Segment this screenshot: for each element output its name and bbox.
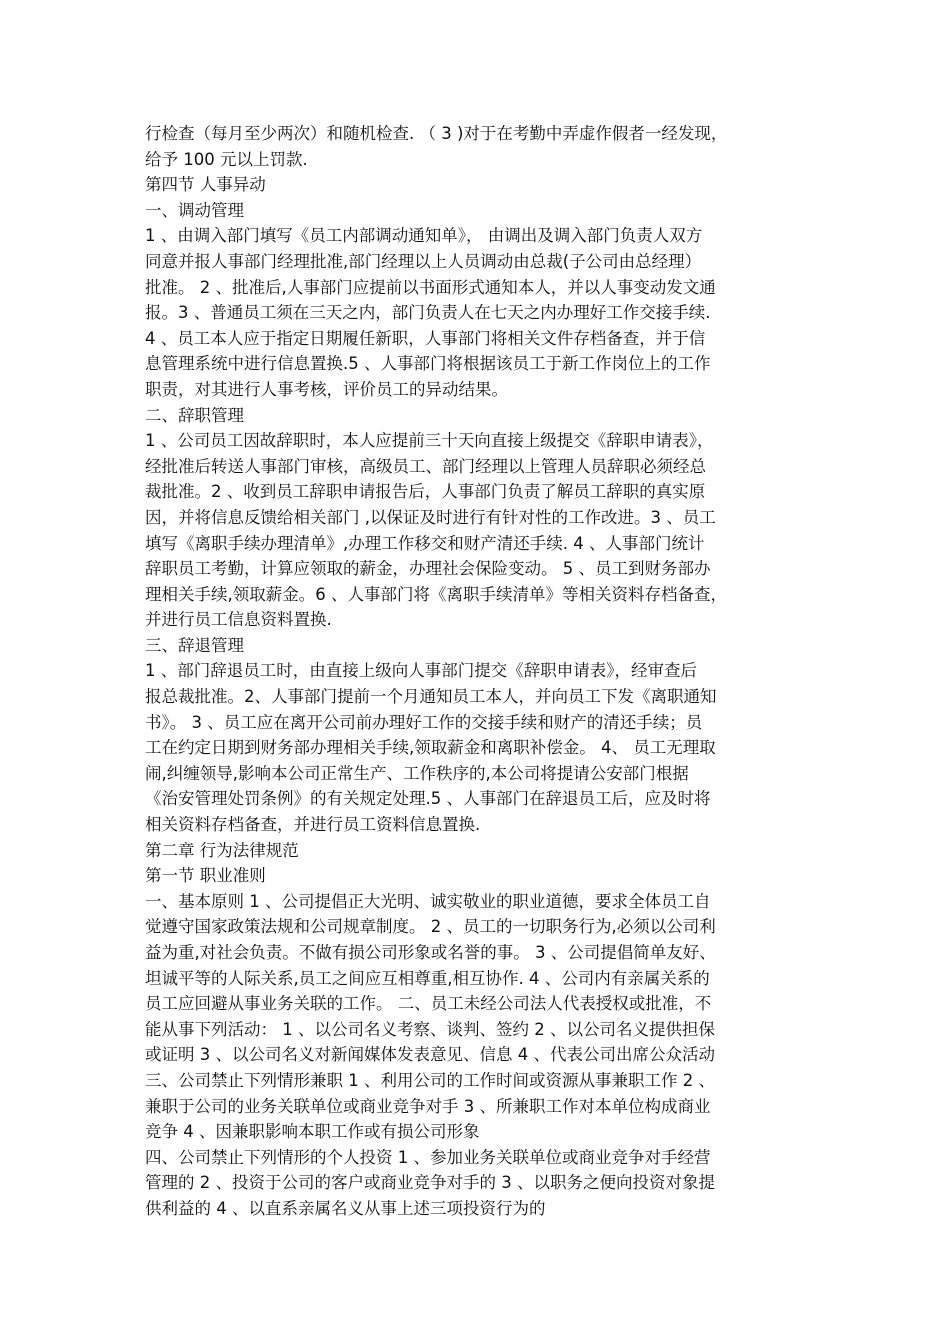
text-line: 批准。 2 、批准后,人事部门应提前以书面形式通知本人，并以人事变动发文通	[145, 277, 716, 297]
text-line: 四、公司禁止下列情形的个人投资 1 、参加业务关联单位或商业竞争对手经营	[145, 1147, 711, 1167]
text-line: 因，并将信息反馈给相关部门 ,以保证及时进行有针对性的工作改进。3 、员工	[145, 507, 716, 527]
text-line: 或证明 3 、以公司名义对新闻媒体发表意见、信息 4 、代表公司出席公众活动	[145, 1045, 715, 1065]
text-line: 1 、由调入部门填写《员工内部调动通知单》， 由调出及调入部门负责人双方	[145, 226, 703, 246]
subsection-heading: 二、辞职管理	[145, 405, 244, 425]
text-line: 相关资料存档备查，并进行员工资料信息置换.	[145, 815, 481, 835]
document-body	[145, 121, 815, 1222]
text-line: 裁批准。2 、收到员工辞职申请报告后，人事部门负责了解员工辞职的真实原	[145, 482, 706, 502]
text-line: 三、公司禁止下列情形兼职 1 、利用公司的工作时间或资源从事兼职工作 2 、	[145, 1070, 715, 1090]
text-line: 益为重,对社会负责。不做有损公司形象或名誉的事。 3 、公司提倡简单友好、	[145, 943, 716, 962]
text-line: 竞争 4 、因兼职影响本职工作或有损公司形象	[145, 1122, 480, 1142]
text-line: 行检查（每月至少两次）和随机检查. （ 3 )对于在考勤中弄虚作假者一经发现，	[145, 124, 728, 143]
text-line: 《治安管理处罚条例》的有关规定处理.5 、人事部门在辞退员工后，应及时将	[145, 789, 711, 809]
text-line: 职责，对其进行人事考核，评价员工的异动结果。	[145, 379, 508, 399]
text-line: 息管理系统中进行信息置换.5 、人事部门将根据该员工于新工作岗位上的工作	[145, 354, 711, 374]
text-line: 1 、公司员工因故辞职时，本人应提前三十天向直接上级提交《辞职申请表》，	[145, 431, 714, 451]
text-line: 4 、员工本人应于指定日期履任新职，人事部门将相关文件存档备查，并于信	[145, 328, 706, 348]
text-line: 1 、部门辞退员工时，由直接上级向人事部门提交《辞职申请表》，经审查后	[145, 661, 697, 681]
subsection-heading: 三、辞退管理	[145, 635, 244, 655]
text-line: 同意并报人事部门经理批准,部门经理以上人员调动由总裁(子公司由总经理）	[145, 251, 702, 271]
chapter-heading: 第二章 行为法律规范	[145, 840, 299, 860]
text-line: 给予 100 元以上罚款.	[145, 149, 308, 169]
text-line: 理相关手续,领取薪金。6 、人事部门将《离职手续清单》等相关资料存档备查，	[145, 584, 727, 604]
text-line: 管理的 2 、投资于公司的客户或商业竞争对手的 3 、以职务之便向投资对象提	[145, 1173, 715, 1193]
text-line: 坦诚平等的人际关系,员工之间应互相尊重,相互协作. 4 、公司内有亲属关系的	[145, 968, 710, 988]
section-heading: 第四节 人事异动	[145, 175, 266, 195]
text-line: 并进行员工信息资料置换.	[145, 610, 332, 630]
text-line: 报。3 、普通员工须在三天之内，部门负责人在七天之内办理好工作交接手续.	[145, 303, 711, 323]
text-line: 经批准后转送人事部门审核，高级员工、部门经理以上管理人员辞职必须经总	[145, 456, 706, 476]
text-line: 填写《离职手续办理清单》,办理工作移交和财产清还手续. 4 、人事部门统计	[145, 533, 705, 553]
text-line: 工在约定日期到财务部办理相关手续,领取薪金和离职补偿金。 4、 员工无理取	[145, 738, 716, 758]
text-line: 辞职员工考勤，计算应领取的薪金，办理社会保险变动。 5 、员工到财务部办	[145, 559, 711, 579]
section-heading: 第一节 职业准则	[145, 866, 266, 886]
text-line: 员工应回避从事业务关联的工作。 二、员工未经公司法人代表授权或批准，不	[145, 994, 712, 1014]
subsection-heading: 一、调动管理	[145, 200, 244, 220]
text-line: 报总裁批准。2、人事部门提前一个月通知员工本人，并向员工下发《离职通知	[145, 687, 717, 707]
text-line: 供利益的 4 、以直系亲属名义从事上述三项投资行为的	[145, 1198, 546, 1218]
text-line: 兼职于公司的业务关联单位或商业竞争对手 3 、所兼职工作对本单位构成商业	[145, 1096, 711, 1116]
text-line: 闹,纠缠领导,影响本公司正常生产、工作秩序的,本公司将提请公安部门根据	[145, 763, 689, 783]
text-line: 觉遵守国家政策法规和公司规章制度。 2 、员工的一切职务行为,必须以公司利	[145, 917, 716, 937]
text-line: 一、基本原则 1 、公司提倡正大光明、诚实敬业的职业道德，要求全体员工自	[145, 891, 711, 911]
text-line: 能从事下列活动： 1 、以公司名义考察、谈判、签约 2 、以公司名义提供担保	[145, 1019, 715, 1039]
text-line: 书》。 3 、员工应在离开公司前办理好工作的交接手续和财产的清还手续；员	[145, 712, 703, 732]
